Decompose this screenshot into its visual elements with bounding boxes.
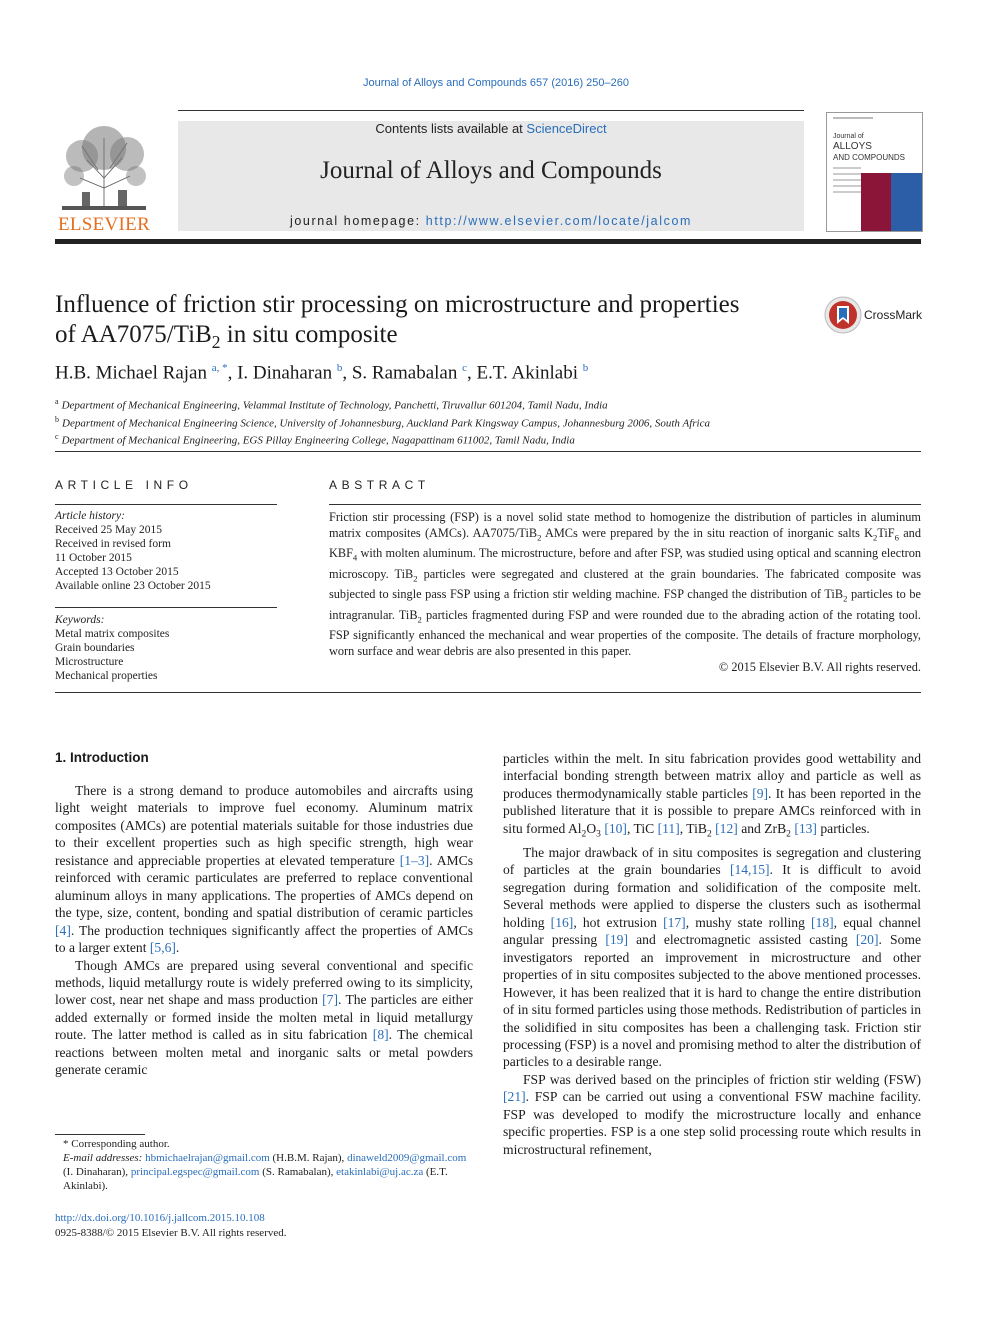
abstract-heading: ABSTRACT — [329, 478, 430, 492]
homepage-line: journal homepage: http://www.elsevier.com/locate/jalcom — [289, 214, 693, 228]
citation-link[interactable]: [14,15] — [729, 862, 770, 878]
abstract-copyright: © 2015 Elsevier B.V. All rights reserved. — [718, 660, 921, 675]
author-name[interactable]: I. Dinaharan — [237, 362, 333, 384]
header-thick-rule — [55, 239, 921, 244]
journal-reference[interactable]: Journal of Alloys and Compounds 657 (2016) 250–260 — [362, 77, 630, 89]
keyword: Grain boundaries — [55, 642, 135, 654]
author-name[interactable]: H.B. Michael Rajan — [55, 362, 207, 384]
citation-link[interactable]: [17] — [663, 914, 686, 930]
keywords: Keywords: Metal matrix composites Grain boundaries Microstructure Mechanical properties — [55, 613, 277, 683]
cover-title-1: Journal of — [833, 133, 864, 140]
elsevier-wordmark: ELSEVIER — [57, 214, 151, 235]
paragraph: Though AMCs are prepared using several conventional and specific methods, liquid metallurgy route is widely preferred owing to its simplicity, lower cost, near net shape and mass production [7]. The particles are either added externally or formed inside the molten metal in liquid metallurgy route. The latter method is called as in situ fabrication [8]. The chemical reactions between molten metal and inorganic salts or metal powders generate ceramic — [55, 957, 474, 1078]
affiliations — [55, 395, 921, 448]
journal-name: Journal of Alloys and Compounds — [320, 157, 662, 184]
affiliation: $^b$ Department of Mechanical Engineering Science, University of Johannesburg, Auckland Park Kingsway Campus, Johannesburg 2006, South Africa — [55, 414, 710, 430]
citation-link[interactable]: [4] — [55, 922, 71, 938]
cover-red-panel — [861, 173, 891, 231]
cover-title-2: ALLOYS — [833, 141, 872, 152]
citation-link[interactable]: [7] — [322, 992, 339, 1008]
article-info-rule — [55, 504, 277, 505]
crossmark-label: CrossMark — [864, 308, 923, 322]
author-name[interactable]: S. Ramabalan — [351, 362, 458, 384]
footnote-rule — [55, 1134, 145, 1135]
abstract-text: Friction stir processing (FSP) is a novel solid state method to homogenize the distribution of particles in aluminum matrix composites (AMCs). AA7075/TiB$_2$ AMCs were prepared by the in situ reaction of inorganic salts $K_2TiF_6$ and $KBF_4$ with molten aluminum. The microstructure, before and after FSP, was studied using optical and scanning electron microscopy. TiB$_2$ particles were segregated and clustered at the grain boundaries. The fabricated composite was subjected to single pass FSP using a friction stir welding machine. FSP changed the distribution of TiB$_2$ particles to be intragranular. TiB$_2$ particles fragmented during FSP and were rounded due to the abrading action of the rotating tool. FSP significantly enhanced the mechanical and wear properties of the composite. The details of fracture morphology, worn surface and wear debris are also presented in this paper. © 2015 Elsevier B.V. All rights reserved. — [329, 510, 922, 675]
article-title: Influence of friction stir processing on microstructure and properties of AA7075/TiB$_2$ in situ composite — [55, 291, 740, 352]
citation-link[interactable]: [5,6] — [149, 940, 176, 956]
citation-link[interactable]: [8] — [372, 1027, 389, 1043]
keyword: Metal matrix composites — [55, 628, 170, 640]
cover-title-3: AND COMPOUNDS — [833, 153, 906, 162]
email-link[interactable]: hbmichaelrajan@gmail.com — [145, 1152, 270, 1164]
citation-link[interactable]: [19] — [605, 932, 628, 948]
affiliation: $^c$ Department of Mechanical Engineering, EGS Pillay Engineering College, Nagapattinam 611002, Tamil Nadu, India — [55, 432, 575, 447]
body-column-left — [55, 782, 473, 1079]
abstract-rule — [329, 504, 921, 505]
citation-link[interactable]: [20] — [855, 932, 879, 948]
cover-blue-panel — [891, 173, 922, 231]
citation-link[interactable]: [21] — [503, 1089, 526, 1105]
citation-link[interactable]: [16] — [550, 914, 574, 930]
cover-text-block — [833, 167, 861, 229]
citation-link[interactable]: [9] — [752, 785, 769, 801]
citation-link[interactable]: [11] — [657, 820, 680, 836]
keyword: Mechanical properties — [55, 670, 158, 682]
crossmark-icon — [824, 296, 862, 334]
email-link[interactable]: dinaweld2009@gmail.com — [347, 1152, 467, 1164]
contents-line: Contents lists available at ScienceDirect — [375, 121, 607, 136]
article-info-heading: ARTICLE INFO — [55, 478, 193, 492]
keywords-rule — [55, 607, 277, 608]
journal-cover[interactable] — [826, 112, 923, 232]
sciencedirect-link[interactable]: ScienceDirect — [526, 121, 607, 136]
body-column-right — [503, 750, 921, 1158]
affiliation: $^a$ Department of Mechanical Engineering, Velammal Institute of Technology, Panchetti, Tiruvallur 601204, Tamil Nadu, India — [55, 397, 608, 412]
author-list: H.B. Michael Rajan $^{a, *}$, I. Dinaharan $^b$, S. Ramabalan $^c$, E.T. Akinlabi $^b$ — [55, 362, 589, 384]
citation-link[interactable]: [18] — [811, 914, 834, 930]
citation-link[interactable]: [10] — [604, 820, 627, 836]
cover-line — [833, 117, 873, 119]
keyword: Microstructure — [55, 656, 124, 668]
article-history: Article history: Received 25 May 2015 Received in revised form 11 October 2015 Accepted 13 October 2015 Available online 23 October 2015 — [55, 510, 211, 592]
citation-link[interactable]: [12] — [715, 820, 738, 836]
elsevier-logo[interactable] — [52, 118, 156, 236]
email-link[interactable]: etakinlabi@uj.ac.za — [336, 1166, 424, 1178]
homepage-link[interactable]: http://www.elsevier.com/locate/jalcom — [425, 214, 693, 228]
introduction-heading: 1. Introduction — [55, 750, 149, 765]
corresponding-author-note: * Corresponding author. — [63, 1138, 170, 1150]
doi-block — [55, 1211, 287, 1241]
author-name[interactable]: E.T. Akinlabi — [476, 362, 578, 384]
paragraph: There is a strong demand to produce automobiles and aircrafts using light weight materials to improve fuel economy. Aluminum matrix composites (AMCs) are potential materials suitable for those industries due to their excellent properties such as high specific strength, high wear resistance and appreciable properties at elevated temperature [1–3]. AMCs reinforced with ceramic particulates are preferred to replace conventional aluminum alloys in many applications. The properties of AMCs depend on the type, size, content, bonding and spatial distribution of ceramic particles [4]. The production techniques significantly affect the properties of AMCs to a larger extent [5,6]. — [55, 783, 473, 956]
elsevier-tree-icon — [52, 118, 156, 214]
doi-link[interactable]: http://dx.doi.org/10.1016/j.jallcom.2015.10.108 — [55, 1212, 265, 1224]
issn-line: 0925-8388/© 2015 Elsevier B.V. All rights reserved. — [55, 1227, 287, 1239]
header-rule — [178, 110, 804, 111]
journal-banner — [178, 121, 804, 231]
email-link[interactable]: principal.egspec@gmail.com — [130, 1166, 260, 1178]
footnote — [55, 1137, 473, 1193]
section-rule — [55, 451, 921, 452]
abstract-bottom-rule — [55, 692, 921, 693]
citation-link[interactable]: [1–3] — [399, 852, 430, 868]
crossmark-badge[interactable] — [824, 296, 924, 336]
paragraph: particles within the melt. In situ fabrication provides good wettability and interfacial bonding strength between matrix alloy and particle as well as produces thermodynamically stable particles [9]. It has been reported in the published literature that it is possible to prepare AMCs reinforced with in situ formed $Al_2O_3$ [10], TiC [11], TiB$_2$ [12] and ZrB$_2$ [13] particles. — [503, 751, 921, 840]
email-addresses: E-mail addresses: hbmichaelrajan@gmail.com (H.B.M. Rajan), dinaweld2009@gmail.com (I. Dinaharan), principal.egspec@gmail.com (S. Ramabalan), etakinlabi@uj.ac.za (E.T. Akinlabi). — [63, 1152, 467, 1192]
paragraph: FSP was derived based on the principles of friction stir welding (FSW) [21]. FSP can be carried out using a conventional FSW machine facility. FSP was developed to modify the microstructure locally and enhance specific properties. FSP is a one step solid processing route which results in microstructural refinement, — [503, 1071, 921, 1157]
citation-link[interactable]: [13] — [794, 820, 817, 836]
paragraph: The major drawback of in situ composites is segregation and clustering of particles at the grain boundaries [14,15]. It is difficult to avoid segregation during formation and solidification of the composite melt. Several methods were applied to disperse the clusters such as isothermal holding [16], hot extrusion [17], mushy state rolling [18], equal channel angular pressing [19] and electromagnetic assisted casting [20]. Some investigators reported an improvement in microstructure and other properties of in situ composites subjected to the above mentioned processes. However, it has been realized that it is hard to change the entire distribution of in situ formed particles using those methods. Redistribution of particles in the solidified in situ composites has been a challenging task. Friction stir processing (FSP) is a novel and promising method to alter the distribution of particles to a desirable range. — [503, 844, 922, 1070]
